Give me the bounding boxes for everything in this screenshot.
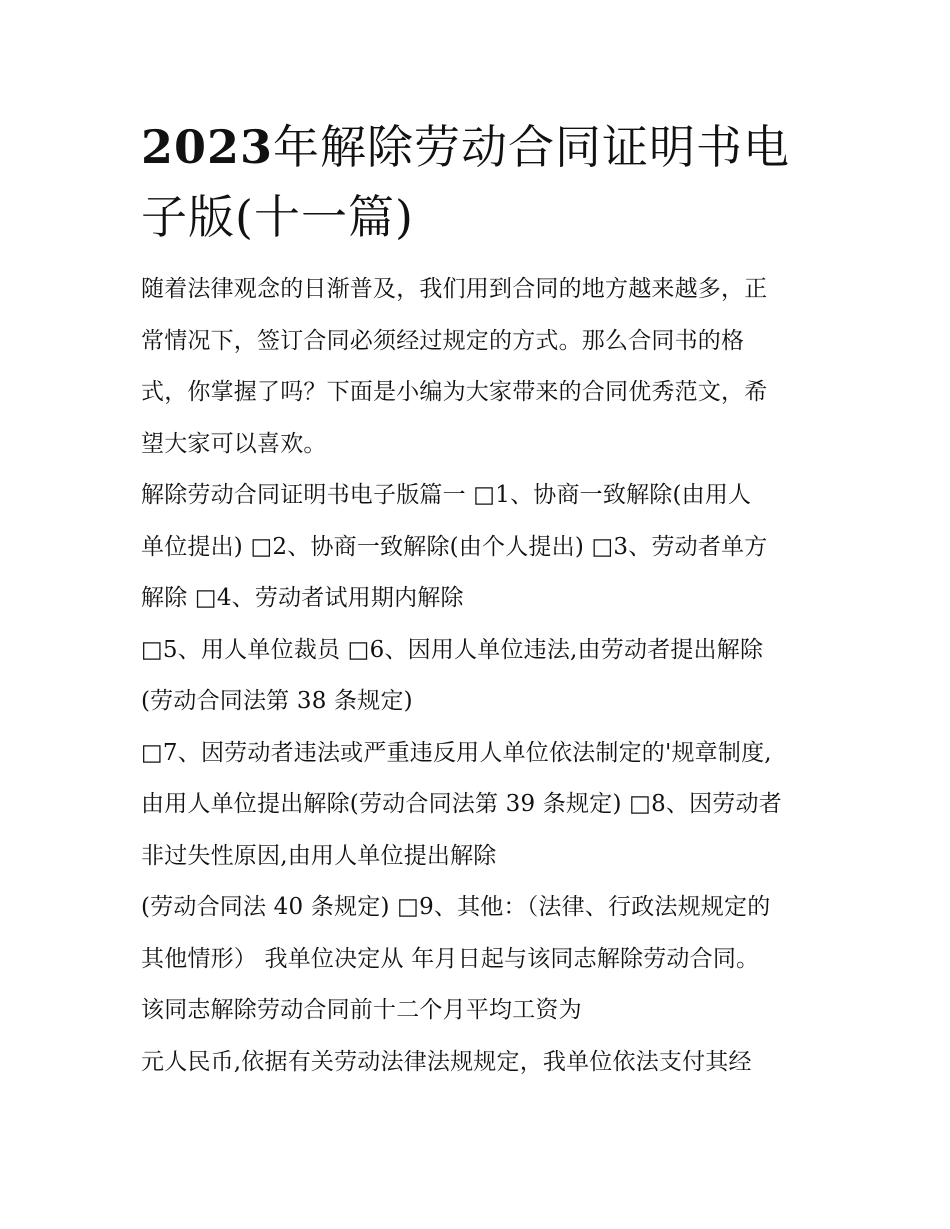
title-line-1-text: 年解除劳动合同证明书电: [273, 120, 791, 174]
body-line: 解除劳动合同证明书电子版篇一 □1、协商一致解除(由用人: [141, 482, 752, 508]
title-line-2: 子版(十一篇): [141, 190, 414, 244]
document-body: [141, 264, 821, 1088]
title-year: 2023: [141, 120, 274, 174]
body-line: (劳动合同法 40 条规定) □9、其他：（法律、行政法规规定的: [141, 894, 771, 920]
body-line: 非过失性原因,由用人单位提出解除: [141, 842, 497, 869]
body-line: 其他情形） 我单位决定从 年月日起与该同志解除劳动合同。: [141, 945, 760, 972]
body-line: □7、因劳动者违法或严重违反用人单位依法制定的'规章制度,: [141, 739, 772, 766]
body-line: (劳动合同法第 38 条规定): [141, 688, 413, 714]
title-line-1: [141, 112, 821, 182]
document-title: [141, 112, 821, 252]
body-line: 元人民币,依据有关劳动法律法规规定，我单位依法支付其经: [141, 1048, 752, 1075]
body-line: 随着法律观念的日渐普及，我们用到合同的地方越来越多，正: [141, 276, 768, 302]
body-line: 望大家可以喜欢。: [141, 430, 327, 457]
body-line: □5、用人单位裁员 □6、因用人单位违法,由劳动者提出解除: [141, 636, 764, 663]
body-line: 由用人单位提出解除(劳动合同法第 39 条规定) □8、因劳动者: [141, 791, 782, 817]
body-line: 单位提出) □2、协商一致解除(由个人提出) □3、劳动者单方: [141, 533, 768, 560]
document-page: [141, 112, 821, 1088]
body-line: 解除 □4、劳动者试用期内解除: [141, 585, 464, 611]
body-line: 常情况下，签订合同必须经过规定的方式。那么合同书的格: [141, 327, 745, 354]
body-line: 该同志解除劳动合同前十二个月平均工资为: [141, 997, 582, 1023]
body-line: 式，你掌握了吗？下面是小编为大家带来的合同优秀范文，希: [141, 379, 768, 405]
